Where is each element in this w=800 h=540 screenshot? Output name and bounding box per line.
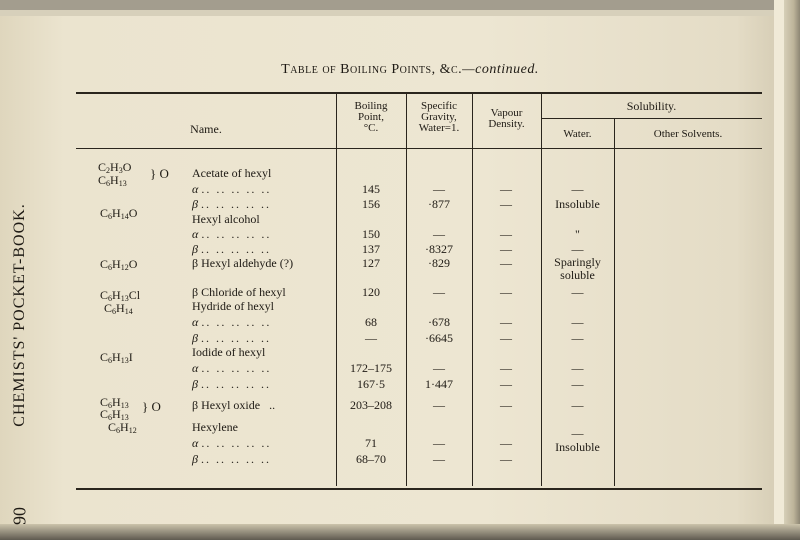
- vapour-iodide-b: —: [500, 377, 512, 391]
- vapour-aldehyde: —: [500, 256, 512, 270]
- caption-title: Table of Boiling Points, &c.: [281, 62, 463, 77]
- vapour-acetate-a: —: [500, 182, 512, 196]
- water-iodide-b: —: [571, 377, 584, 391]
- name-hydride-alpha: α .. .. .. .. ..: [192, 315, 272, 329]
- running-header: [2, 150, 38, 480]
- name-iodide-alpha: α .. .. .. .. ..: [192, 361, 272, 375]
- rule-boiling-gravity: [406, 92, 407, 486]
- gravity-aldehyde: ·829: [428, 256, 450, 270]
- formula-acetate-2: $C_6H_{13}$: [98, 173, 127, 188]
- rule-header-bottom: [76, 148, 762, 149]
- name-hydride-beta: β .. .. .. .. ..: [192, 331, 271, 345]
- header-other: Other Solvents.: [653, 128, 723, 140]
- gravity-acetate-b: ·877: [428, 197, 450, 211]
- vapour-chloride: —: [500, 285, 512, 299]
- boiling-hexylene-b: 68–70: [356, 452, 386, 466]
- boiling-oxide: 203–208: [350, 398, 392, 412]
- boiling-hydride-a: 68: [365, 315, 377, 329]
- formula-oxide-1: $C_6H_{13}$: [100, 395, 129, 410]
- gravity-alcohol-b: ·8327: [425, 242, 453, 256]
- scan-bottom-edge: [0, 524, 800, 540]
- brace-oxide: } O: [142, 399, 161, 414]
- water-iodide-a: —: [571, 361, 584, 375]
- vapour-oxide: —: [500, 398, 512, 412]
- table-caption: [220, 62, 600, 78]
- name-hydride: Hydride of hexyl: [192, 299, 274, 313]
- water-hydride-b: —: [571, 331, 584, 345]
- vapour-iodide-a: —: [500, 361, 512, 375]
- name-hexylene-alpha: α .. .. .. .. ..: [192, 436, 272, 450]
- name-acetate: Acetate of hexyl: [192, 166, 272, 180]
- header-gravity: Specific Gravity, Water=1.: [418, 100, 460, 134]
- gravity-acetate-a: —: [433, 182, 445, 196]
- formula-hexyl-alcohol: $C_6H_{14}O$: [100, 206, 138, 221]
- water-oxide: —: [571, 398, 584, 412]
- name-aldehyde: β Hexyl aldehyde (?): [192, 256, 294, 270]
- boiling-iodide-a: 172–175: [350, 361, 392, 375]
- gravity-iodide-b: 1·447: [425, 377, 453, 391]
- formula-aldehyde: $C_6H_{12}O$: [100, 257, 138, 272]
- water-hydride-a: —: [571, 315, 584, 329]
- rule-water-other: [614, 118, 615, 486]
- boiling-acetate-b: 156: [362, 197, 380, 211]
- name-acetate-alpha: α .. .. .. .. ..: [192, 182, 272, 196]
- gravity-alcohol-a: —: [433, 227, 445, 241]
- scan-right-edge: [784, 0, 800, 540]
- formula-chloride: $C_6H_{13}Cl$: [100, 288, 141, 303]
- water-hexylene-b: Insoluble: [555, 440, 600, 454]
- boiling-alcohol-b: 137: [362, 242, 380, 256]
- water-aldehyde: Sparingly soluble: [554, 255, 601, 282]
- formula-iodide: $C_6H_{13}I$: [100, 350, 133, 365]
- water-alcohol-b: —: [571, 242, 584, 256]
- gravity-iodide-a: —: [433, 361, 445, 375]
- name-hexyl-alcohol: Hexyl alcohol: [192, 212, 260, 226]
- page-number-text: 90: [9, 507, 30, 525]
- gravity-hydride-a: ·678: [428, 315, 450, 329]
- gravity-oxide: —: [433, 398, 445, 412]
- water-acetate-b: Insoluble: [555, 197, 600, 211]
- name-iodide-beta: β .. .. .. .. ..: [192, 377, 271, 391]
- rule-gravity-vapour: [472, 92, 473, 486]
- boiling-aldehyde: 127: [362, 256, 380, 270]
- running-header-text: CHEMISTS' POCKET-BOOK.: [11, 203, 28, 427]
- boiling-iodide-b: 167·5: [357, 377, 385, 391]
- page-number: [6, 498, 34, 534]
- scan-right-margin: [774, 0, 784, 540]
- vapour-alcohol-b: —: [500, 242, 512, 256]
- name-alcohol-alpha: α .. .. .. .. ..: [192, 227, 272, 241]
- vapour-hexylene-b: —: [500, 452, 512, 466]
- vapour-hexylene-a: —: [500, 436, 512, 450]
- name-iodide: Iodide of hexyl: [192, 345, 266, 359]
- formula-oxide-2: $C_6H_{13}$: [100, 407, 129, 422]
- header-water: Water.: [563, 128, 592, 140]
- name-acetate-beta: β .. .. .. .. ..: [192, 197, 271, 211]
- header-vapour: Vapour Density.: [488, 107, 525, 130]
- water-hexylene-a: —: [571, 426, 584, 440]
- water-acetate-a: —: [571, 182, 584, 196]
- name-oxide: β Hexyl oxide ..: [192, 398, 276, 412]
- name-chloride: β Chloride of hexyl: [192, 285, 286, 299]
- boiling-acetate-a: 145: [362, 182, 380, 196]
- vapour-alcohol-a: —: [500, 227, 512, 241]
- boiling-hexylene-a: 71: [365, 436, 377, 450]
- header-name: Name.: [190, 122, 222, 136]
- vapour-hydride-a: —: [500, 315, 512, 329]
- caption-continued: —continued.: [462, 62, 539, 77]
- gravity-hexylene-b: —: [433, 452, 445, 466]
- rule-solubility-sub: [541, 118, 762, 119]
- scan-top-margin: [0, 10, 800, 16]
- formula-acetate-1: $C_2H_3O$: [98, 160, 132, 175]
- formula-hexylene: $C_6H_{12}$: [108, 420, 137, 435]
- boiling-alcohol-a: 150: [362, 227, 380, 241]
- water-alcohol-a: ": [575, 227, 580, 241]
- rule-name-boiling: [336, 92, 337, 486]
- name-alcohol-beta: β .. .. .. .. ..: [192, 242, 271, 256]
- gravity-hexylene-a: —: [433, 436, 445, 450]
- boiling-hydride-b: —: [365, 331, 377, 345]
- scan-top-edge: [0, 0, 800, 10]
- gravity-hydride-b: ·6645: [425, 331, 453, 345]
- water-chloride: —: [571, 285, 584, 299]
- name-hexylene: Hexylene: [192, 420, 238, 434]
- boiling-chloride: 120: [362, 285, 380, 299]
- formula-hydride: $C_6H_{14}$: [104, 301, 133, 316]
- header-solubility: Solubility.: [626, 99, 677, 113]
- vapour-acetate-b: —: [500, 197, 512, 211]
- header-boiling: Boiling Point, °C.: [354, 100, 388, 134]
- brace-acetate: } O: [150, 166, 169, 181]
- name-hexylene-beta: β .. .. .. .. ..: [192, 452, 271, 466]
- gravity-chloride: —: [433, 285, 445, 299]
- vapour-hydride-b: —: [500, 331, 512, 345]
